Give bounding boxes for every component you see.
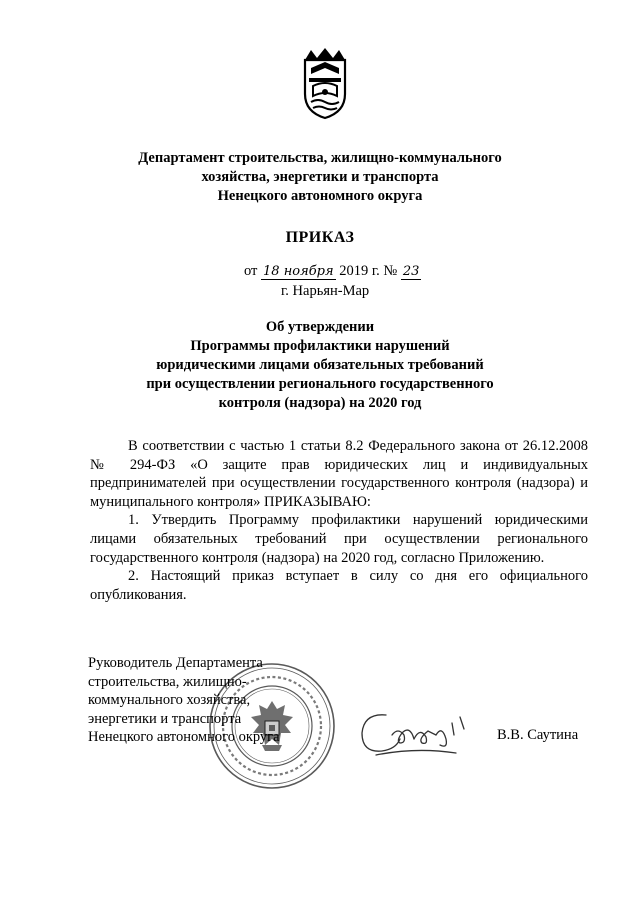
date-prefix: от — [244, 263, 258, 279]
order-body — [90, 437, 588, 604]
order-subject — [0, 318, 640, 413]
subject-line: при осуществлении регионального государственного — [146, 376, 494, 392]
subject-line: Программы профилактики нарушений — [190, 338, 450, 354]
signatory-name: В.В. Саутина — [497, 727, 579, 743]
department-header — [0, 149, 640, 206]
order-city: г. Нарьян-Мар — [281, 283, 370, 299]
subject-line: контроля (надзора) на 2020 год — [218, 395, 422, 411]
subject-line: юридическими лицами обязательных требований — [156, 357, 484, 373]
order-item-2: 2. Настоящий приказ вступает в силу со дня его официального опубликования. — [90, 568, 588, 603]
department-line: Ненецкого автономного округа — [217, 188, 423, 204]
position-line: коммунального хозяйства, — [88, 692, 251, 709]
position-line: строительства, жилищно- — [88, 673, 247, 690]
order-title: ПРИКАЗ — [285, 229, 355, 246]
position-line: энергетики и транспорта — [88, 710, 242, 727]
handwritten-signature-icon — [356, 705, 474, 763]
department-line: Департамент строительства, жилищно-коммунального — [138, 150, 502, 166]
position-line: Руководитель Департамента — [88, 655, 263, 671]
handwritten-order-number: 23 — [402, 264, 420, 279]
order-item-1: 1. Утвердить Программу профилактики нарушений юридическими лицами обязательных требований при осуществлении регионального государственного контроля (надзора) на 2020 год, согласно Приложению. — [90, 512, 588, 566]
subject-line: Об утверждении — [265, 319, 375, 335]
handwritten-date: 18 ноября — [263, 264, 334, 279]
signatory-position — [88, 654, 280, 747]
department-line: хозяйства, энергетики и транспорта — [201, 169, 439, 185]
position-line: Ненецкого автономного округа — [88, 729, 280, 746]
preamble-paragraph: В соответствии с частью 1 статьи 8.2 Федерального закона от 26.12.2008 № 294-ФЗ «О защите прав юридических лиц и индивидуальных предпринимателей при осуществлении государственного контроля (надзора) и муниципального контроля» ПРИКАЗЫВАЮ: — [90, 438, 588, 510]
nao-coat-of-arms-icon — [303, 46, 347, 120]
year-number-text: 2019 г. № — [339, 263, 398, 279]
order-date-line — [244, 263, 421, 280]
